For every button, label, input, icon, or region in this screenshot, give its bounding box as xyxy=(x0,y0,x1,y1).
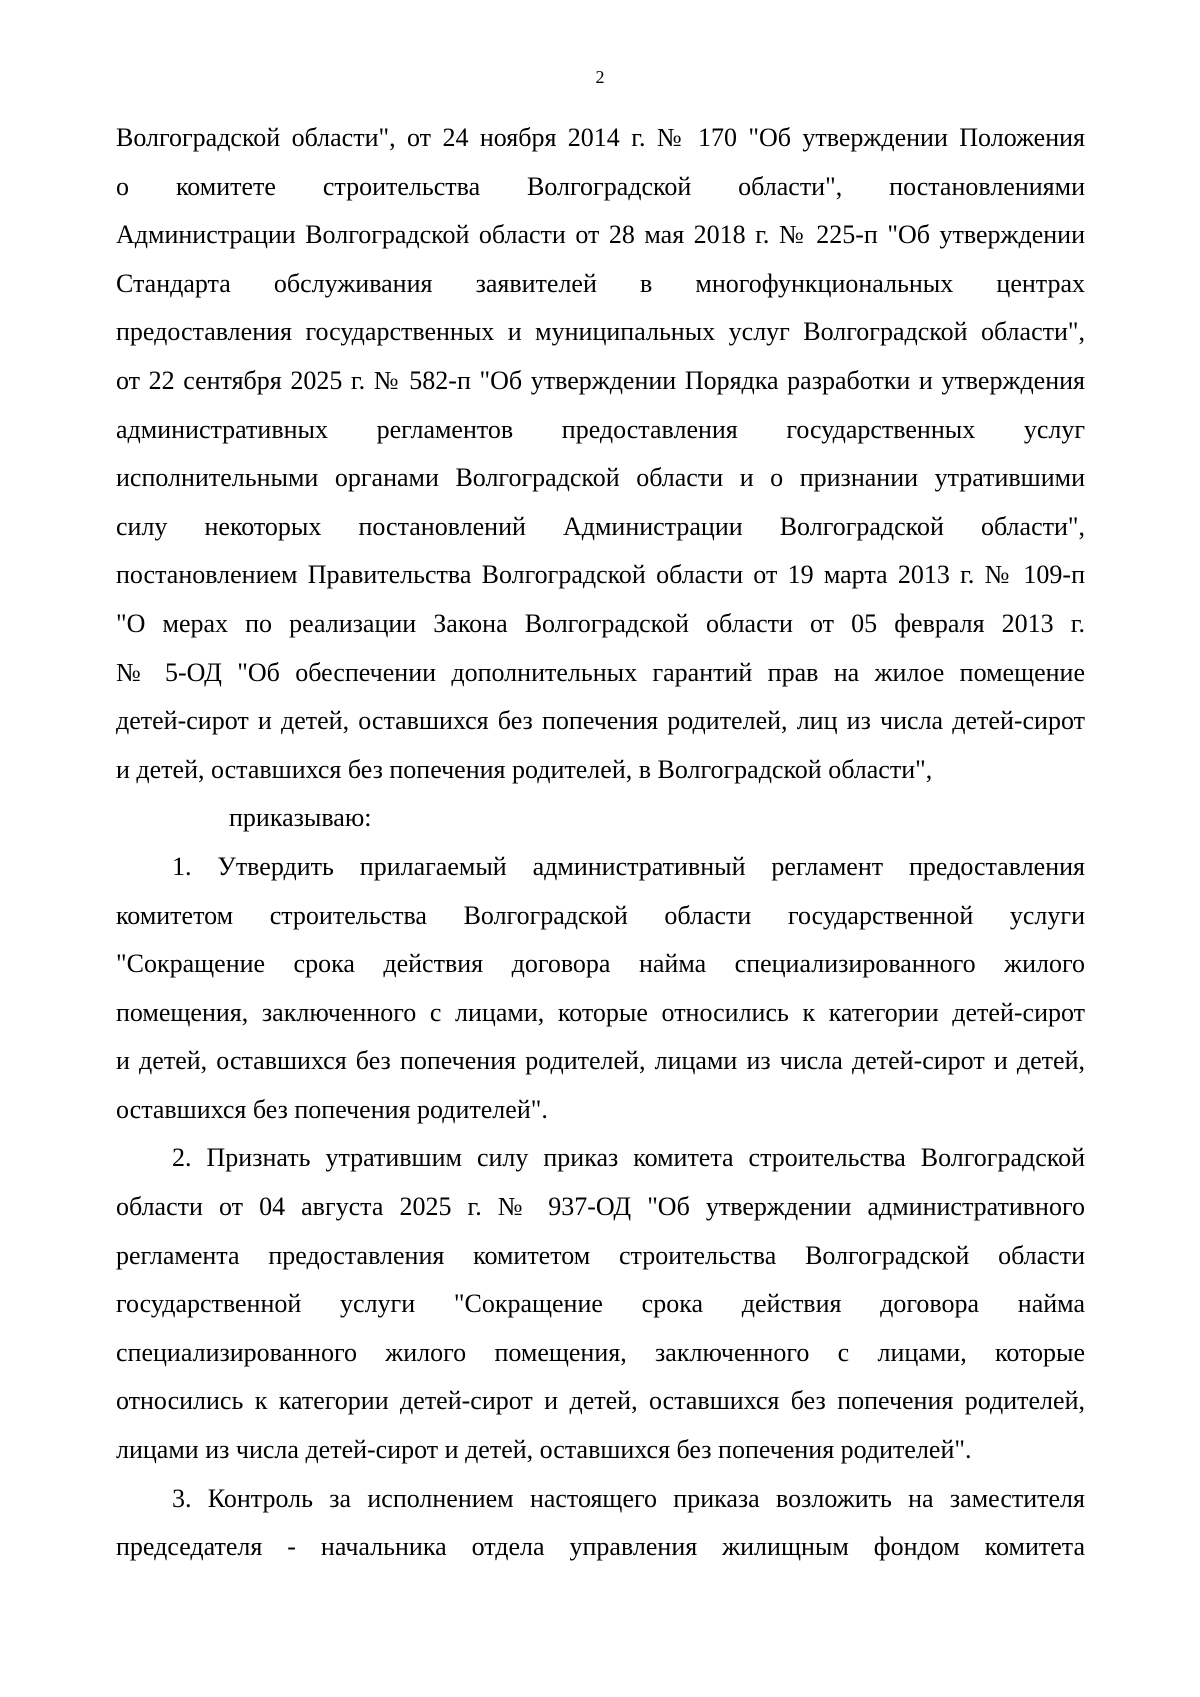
clause-1-line: 1. Утвердить прилагаемый административный регламент предоставления xyxy=(172,851,1085,881)
text-line: и детей, оставшихся без попечения родителей, в Волгоградской области", xyxy=(116,754,933,784)
text-line: детей-сирот и детей, оставшихся без попечения родителей, лиц из числа детей-сирот xyxy=(116,706,1085,736)
text-line: регламента предоставления комитетом строительства Волгоградской области xyxy=(116,1240,1085,1270)
text-line: комитетом строительства Волгоградской области государственной услуги xyxy=(116,900,1085,930)
text-line: исполнительными органами Волгоградской области и о признании утратившими xyxy=(116,463,1085,493)
text-line: оставшихся без попечения родителей". xyxy=(116,1094,548,1124)
document-body xyxy=(116,114,1085,1572)
text-line: Волгоградской области", от 24 ноября 2014 г. № 170 "Об утверждении Положения xyxy=(116,123,1085,152)
text-line: административных регламентов предоставления государственных услуг xyxy=(116,414,1085,444)
text-line: Стандарта обслуживания заявителей в многофункциональных центрах xyxy=(116,268,1085,298)
text-line: Администрации Волгоградской области от 28 мая 2018 г. № 225-п "Об утверждении xyxy=(116,220,1085,250)
text-line: государственной услуги "Сокращение срока действия договора найма xyxy=(116,1289,1085,1319)
page-number: 2 xyxy=(595,67,605,87)
text-line: председателя - начальника отдела управления жилищным фондом комитета xyxy=(116,1532,1085,1562)
text-line: области от 04 августа 2025 г. № 937-ОД "Об утверждении административного xyxy=(116,1192,1085,1222)
text-line: о комитете строительства Волгоградской области", постановлениями xyxy=(116,171,1085,201)
text-line: и детей, оставшихся без попечения родителей, лицами из числа детей-сирот и детей, xyxy=(116,1046,1085,1076)
clause-3-line: 3. Контроль за исполнением настоящего приказа возложить на заместителя xyxy=(172,1483,1085,1513)
text-line: специализированного жилого помещения, заключенного с лицами, которые xyxy=(116,1337,1085,1367)
text-line: лицами из числа детей-сирот и детей, оставшихся без попечения родителей". xyxy=(116,1435,972,1465)
text-line: относились к категории детей-сирот и детей, оставшихся без попечения родителей, xyxy=(116,1386,1085,1416)
clause-2-line: 2. Признать утратившим силу приказ комитета строительства Волгоградской xyxy=(172,1143,1085,1173)
text-line: постановлением Правительства Волгоградской области от 19 марта 2013 г. № 109-п xyxy=(116,560,1085,590)
text-line: "О мерах по реализации Закона Волгоградской области от 05 февраля 2013 г. xyxy=(116,608,1085,638)
text-line: предоставления государственных и муниципальных услуг Волгоградской области", xyxy=(116,317,1085,347)
text-line: "Сокращение срока действия договора найма специализированного жилого xyxy=(116,949,1085,979)
text-line: помещения, заключенного с лицами, которые относились к категории детей-сирот xyxy=(116,997,1085,1027)
text-line: № 5-ОД "Об обеспечении дополнительных гарантий прав на жилое помещение xyxy=(116,657,1085,687)
text-line: от 22 сентября 2025 г. № 582-п "Об утверждении Порядка разработки и утверждения xyxy=(116,365,1085,395)
order-verb: приказываю: xyxy=(229,803,372,833)
text-line: силу некоторых постановлений Администрации Волгоградской области", xyxy=(116,511,1085,541)
